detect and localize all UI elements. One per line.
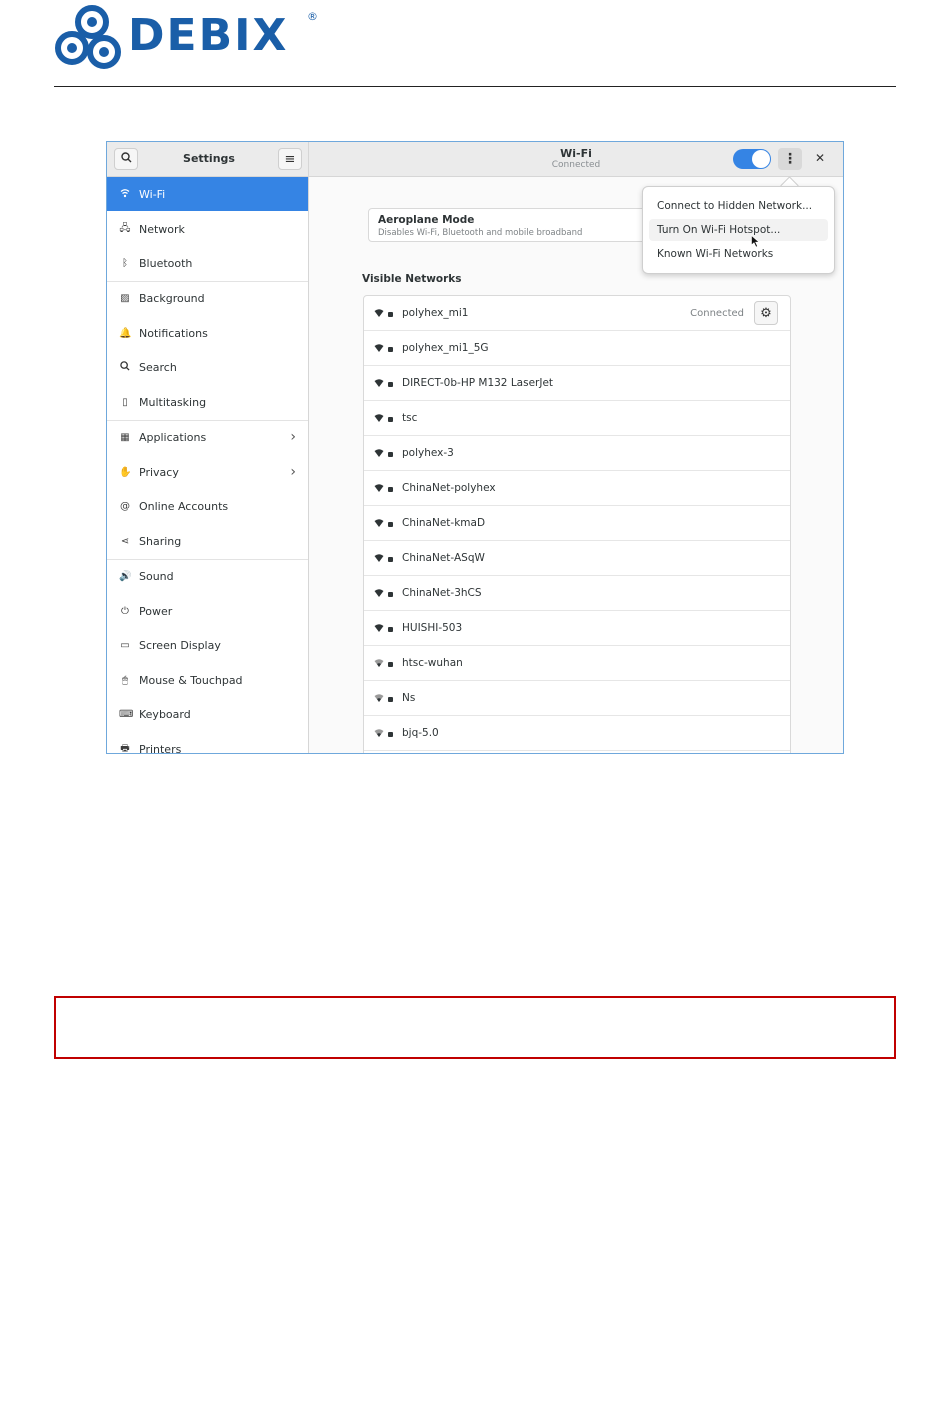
sidebar — [107, 177, 309, 753]
network-name: ChinaNet-3hCS — [402, 587, 482, 599]
network-name: htsc-wuhan — [402, 657, 463, 669]
wifi-signal-locked-icon — [374, 553, 396, 563]
sidebar-header — [107, 142, 309, 177]
hand-icon: ✋ — [119, 466, 132, 478]
hamburger-icon: ≡ — [284, 151, 296, 167]
wifi-signal-locked-icon — [374, 518, 396, 528]
network-status: Connected — [690, 307, 744, 319]
search-icon — [121, 152, 132, 167]
sidebar-item-online-accounts[interactable] — [107, 489, 308, 523]
wifi-signal-locked-icon — [374, 623, 396, 633]
page-title: Wi-Fi — [560, 147, 592, 160]
network-name: tsc — [402, 412, 418, 424]
wifi-options-menu — [642, 186, 835, 274]
chevron-right-icon: › — [290, 429, 296, 445]
menu-item-known-networks[interactable]: Known Wi-Fi Networks — [657, 248, 774, 260]
sidebar-item-label: Sharing — [139, 534, 182, 548]
wifi-signal-weak-locked-icon — [374, 658, 396, 668]
sidebar-item-network[interactable] — [107, 212, 308, 246]
network-settings-button[interactable] — [754, 301, 778, 325]
sidebar-item-label: Applications — [139, 430, 207, 444]
aeroplane-mode-row[interactable] — [368, 208, 658, 242]
close-button[interactable] — [815, 151, 825, 165]
wifi-signal-locked-icon — [374, 343, 396, 353]
toggle-knob — [752, 150, 770, 168]
sidebar-item-printers[interactable] — [107, 732, 308, 754]
sidebar-item-label: Printers — [139, 742, 182, 754]
sidebar-item-label: Sound — [139, 569, 174, 583]
network-row[interactable] — [364, 401, 790, 436]
printer-icon: 🖶 — [120, 742, 130, 754]
network-list — [363, 295, 791, 754]
sidebar-item-search[interactable] — [107, 350, 308, 384]
sidebar-item-label: Online Accounts — [139, 499, 229, 513]
network-name: Ns — [402, 692, 416, 704]
network-name: polyhex_mi1_5G — [402, 342, 489, 354]
power-icon: ⏻ — [121, 605, 129, 617]
bell-icon: 🔔 — [119, 327, 132, 339]
grid-icon: ▦ — [120, 431, 130, 443]
chevron-right-icon: › — [290, 464, 296, 480]
settings-window — [106, 141, 844, 754]
at-icon: @ — [120, 500, 130, 512]
network-row[interactable] — [364, 681, 790, 716]
network-name: HUISHI-503 — [402, 622, 463, 634]
debix-logo-mark — [54, 2, 130, 70]
kebab-icon: ⋮ — [783, 151, 797, 167]
menu-item-wifi-hotspot[interactable]: Turn On Wi-Fi Hotspot... — [649, 219, 828, 241]
network-name: polyhex_mi1 — [402, 307, 469, 319]
aeroplane-mode-description: Disables Wi-Fi, Bluetooth and mobile broadband — [378, 228, 583, 238]
keyboard-icon: ⌨ — [119, 708, 134, 720]
wifi-signal-locked-icon — [374, 378, 396, 388]
network-name: ChinaNet-polyhex — [402, 482, 496, 494]
header-rule — [54, 86, 896, 87]
page-subtitle: Connected — [551, 160, 601, 170]
network-name: ChinaNet-ASqW — [402, 552, 485, 564]
network-row[interactable] — [364, 611, 790, 646]
sidebar-item-label: Power — [139, 604, 173, 618]
wifi-toggle[interactable] — [733, 149, 771, 169]
network-name: DIRECT-0b-HP M132 LaserJet — [402, 377, 554, 389]
network-row[interactable] — [364, 506, 790, 541]
sidebar-item-bluetooth[interactable] — [107, 246, 308, 280]
network-row[interactable] — [364, 471, 790, 506]
network-row[interactable] — [364, 331, 790, 366]
wifi-signal-weak-locked-icon — [374, 693, 396, 703]
sidebar-item-label: Multitasking — [139, 395, 207, 409]
wifi-signal-locked-icon — [374, 483, 396, 493]
sidebar-item-screen-display[interactable] — [107, 628, 308, 662]
wifi-signal-locked-icon — [374, 588, 396, 598]
sidebar-item-power[interactable] — [107, 594, 308, 628]
network-name: polyhex-3 — [402, 447, 454, 459]
network-row[interactable] — [364, 541, 790, 576]
background-icon: ▨ — [120, 292, 130, 304]
network-row[interactable] — [364, 436, 790, 471]
search-icon — [119, 361, 131, 374]
sidebar-item-label: Search — [139, 360, 177, 374]
gear-icon: ⚙ — [760, 305, 772, 321]
wifi-signal-locked-icon — [374, 448, 396, 458]
aeroplane-mode-title: Aeroplane Mode — [378, 214, 475, 226]
mouse-icon: 🖱 — [122, 674, 128, 686]
network-row[interactable] — [364, 576, 790, 611]
wifi-signal-locked-icon — [374, 413, 396, 423]
menu-item-connect-hidden[interactable]: Connect to Hidden Network... — [657, 200, 813, 212]
sidebar-item-label: Notifications — [139, 326, 208, 340]
sidebar-item-keyboard[interactable] — [107, 697, 308, 731]
sidebar-title: Settings — [183, 152, 235, 165]
sidebar-item-label: Privacy — [139, 465, 179, 479]
multitasking-icon: ▯ — [122, 396, 128, 408]
sidebar-item-label: Wi-Fi — [139, 187, 166, 201]
sidebar-item-label: Mouse & Touchpad — [139, 673, 243, 687]
network-name: bjq-5.0 — [402, 727, 439, 739]
sidebar-item-mouse-touchpad[interactable] — [107, 663, 308, 697]
sidebar-item-privacy[interactable] — [107, 455, 308, 489]
menu-button[interactable] — [778, 148, 802, 170]
sidebar-item-multitasking[interactable] — [107, 385, 308, 419]
wifi-icon — [119, 188, 131, 201]
registered-mark: ® — [307, 10, 318, 23]
red-outline-box — [54, 996, 896, 1059]
network-row[interactable] — [364, 646, 790, 681]
share-icon: ⋖ — [120, 535, 130, 547]
visible-networks-heading: Visible Networks — [362, 273, 462, 285]
close-icon: ✕ — [815, 151, 826, 165]
sidebar-item-label: Network — [139, 222, 185, 236]
network-icon: 🖧 — [119, 222, 131, 234]
display-icon: ▭ — [120, 639, 130, 651]
sidebar-item-applications[interactable] — [107, 420, 308, 454]
bluetooth-icon: ᛒ — [122, 257, 128, 269]
sidebar-item-background[interactable] — [107, 281, 308, 315]
wifi-signal-locked-icon — [374, 308, 396, 318]
sidebar-item-wifi[interactable] — [107, 177, 308, 211]
network-row[interactable] — [364, 366, 790, 401]
network-name: ChinaNet-kmaD — [402, 517, 486, 529]
network-row[interactable] — [364, 716, 790, 751]
logo-text: DEBIX — [128, 10, 289, 61]
primary-menu-button[interactable] — [278, 148, 302, 170]
sidebar-item-label: Background — [139, 291, 205, 305]
sidebar-item-label: Bluetooth — [139, 256, 193, 270]
sidebar-item-sound[interactable] — [107, 559, 308, 593]
sidebar-item-sharing[interactable] — [107, 524, 308, 558]
speaker-icon: 🔊 — [119, 570, 132, 582]
sidebar-item-label: Keyboard — [139, 707, 191, 721]
sidebar-item-notifications[interactable] — [107, 316, 308, 350]
sidebar-item-label: Screen Display — [139, 638, 221, 652]
network-row[interactable] — [364, 296, 790, 331]
search-button[interactable] — [114, 148, 138, 170]
wifi-signal-weak-locked-icon — [374, 728, 396, 738]
